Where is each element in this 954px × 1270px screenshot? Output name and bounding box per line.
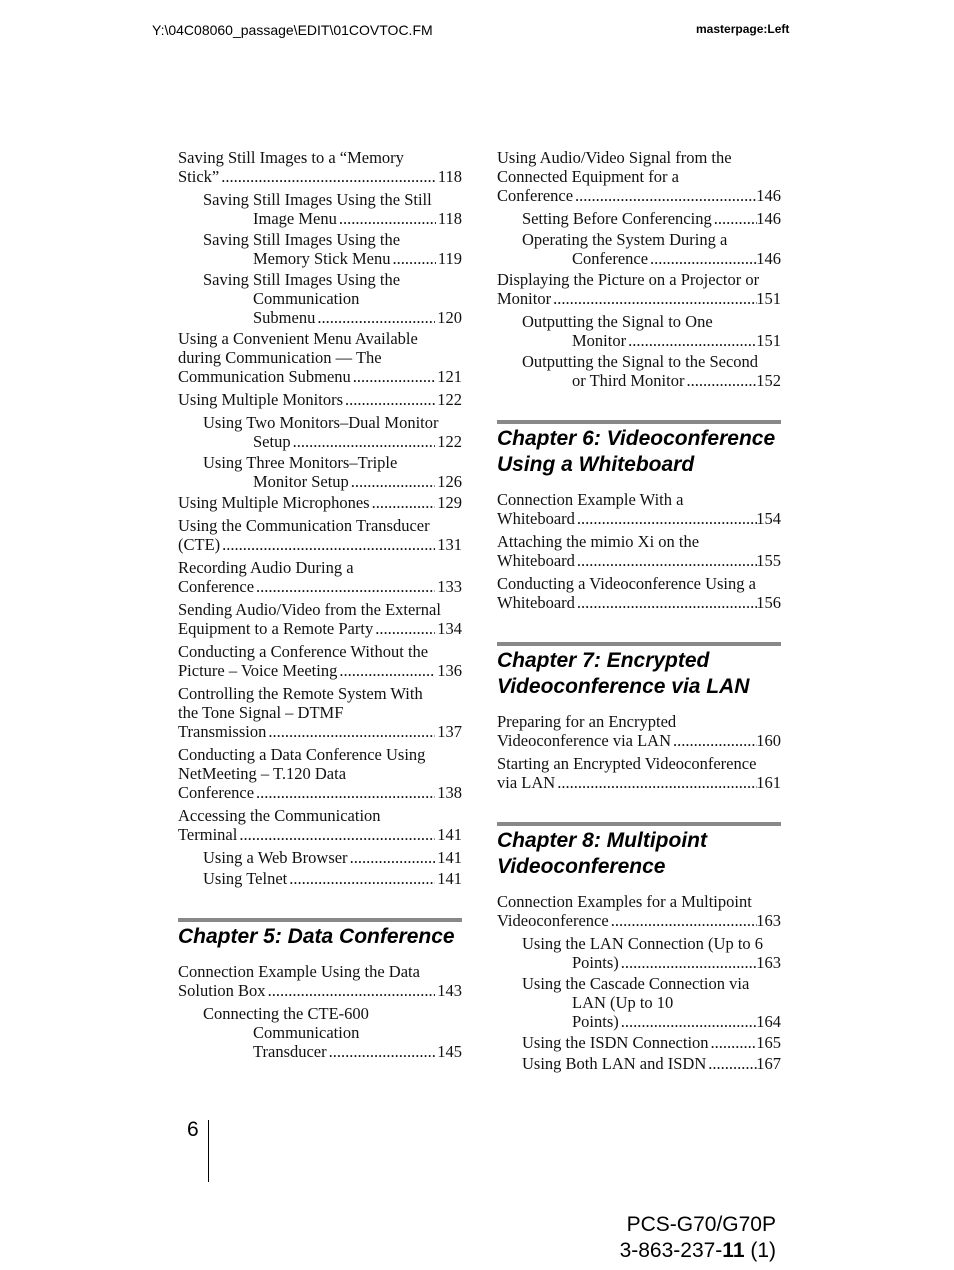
toc-entry[interactable]: Starting an Encrypted Videoconference via LAN ..... 161 bbox=[497, 754, 781, 792]
toc-entry[interactable]: Using a Convenient Menu Available during Communication — The Communication Submenu ..... 121 bbox=[178, 329, 462, 386]
leader-dots bbox=[577, 593, 757, 612]
leader-dots bbox=[239, 825, 435, 844]
toc-entry[interactable]: Saving Still Images to a “Memory Stick” ..... 118 bbox=[178, 148, 462, 186]
toc-entry[interactable]: Accessing the Communication Terminal ..... 141 bbox=[178, 806, 462, 844]
page-ref: 146 bbox=[756, 249, 781, 268]
toc-entry[interactable]: Attaching the mimio Xi on the Whiteboard ..... 155 bbox=[497, 532, 781, 570]
page-ref: 119 bbox=[437, 249, 462, 268]
chapter-5-heading[interactable]: Chapter 5: Data Conference bbox=[178, 918, 462, 950]
page-ref: 141 bbox=[437, 848, 462, 867]
page-ref: 138 bbox=[437, 783, 462, 802]
page-ref: 146 bbox=[756, 209, 781, 228]
file-path: Y:\04C08060_passage\EDIT\01COVTOC.FM bbox=[152, 22, 433, 38]
page-ref: 163 bbox=[756, 911, 781, 930]
toc-right-column bbox=[497, 148, 781, 1075]
leader-dots bbox=[708, 1054, 757, 1073]
leader-dots bbox=[714, 209, 758, 228]
page-ref: 122 bbox=[437, 390, 462, 409]
toc-entry[interactable]: Conducting a Conference Without the Picture – Voice Meeting ..... 136 bbox=[178, 642, 462, 680]
page-ref: 141 bbox=[437, 825, 462, 844]
toc-subentry[interactable]: Outputting the Signal to the Second or Third Monitor ..... 152 bbox=[522, 352, 781, 390]
toc-subentry[interactable]: Connecting the CTE-600 Communication Transducer ..... 145 bbox=[203, 1004, 462, 1061]
page-number: 6 bbox=[187, 1118, 199, 1141]
leader-dots bbox=[611, 911, 758, 930]
toc-subentry[interactable]: Using Telnet ..... 141 bbox=[203, 869, 462, 888]
leader-dots bbox=[256, 783, 435, 802]
leader-dots bbox=[557, 773, 757, 792]
page-ref: 163 bbox=[756, 953, 781, 972]
toc-subentry[interactable]: Operating the System During a Conference ..... 146 bbox=[522, 230, 781, 268]
toc-entry[interactable]: Connection Example Using the Data Solution Box ..... 143 bbox=[178, 962, 462, 1000]
toc-subentry[interactable]: Using the Cascade Connection via LAN (Up to 10 Points) ..... 164 bbox=[522, 974, 781, 1031]
page-ref: 136 bbox=[437, 661, 462, 680]
toc-entry[interactable]: Using Multiple Microphones ..... 129 bbox=[178, 493, 462, 512]
toc-subentry[interactable]: Saving Still Images Using the Communication Submenu ..... 120 bbox=[203, 270, 462, 327]
leader-dots bbox=[317, 308, 435, 327]
leader-dots bbox=[345, 390, 435, 409]
leader-dots bbox=[222, 535, 435, 554]
page-ref: 131 bbox=[437, 535, 462, 554]
toc-subentry[interactable]: Using Both LAN and ISDN ..... 167 bbox=[522, 1054, 781, 1073]
leader-dots bbox=[650, 249, 757, 268]
leader-dots bbox=[621, 953, 757, 972]
toc-entry[interactable]: Preparing for an Encrypted Videoconference via LAN ..... 160 bbox=[497, 712, 781, 750]
leader-dots bbox=[256, 577, 435, 596]
leader-dots bbox=[577, 551, 757, 570]
page-ref: 141 bbox=[437, 869, 462, 888]
toc-subentry[interactable]: Saving Still Images Using the Still Image Menu ..... 118 bbox=[203, 190, 462, 228]
model-number: PCS-G70/G70P bbox=[626, 1213, 776, 1236]
toc-entry[interactable]: Using Multiple Monitors ..... 122 bbox=[178, 390, 462, 409]
page-ref: 154 bbox=[756, 509, 781, 528]
page-ref: 118 bbox=[437, 209, 462, 228]
leader-dots bbox=[711, 1033, 758, 1052]
leader-dots bbox=[351, 472, 435, 491]
page-ref: 121 bbox=[437, 367, 462, 386]
page-number-rule bbox=[208, 1120, 209, 1182]
leader-dots bbox=[628, 331, 757, 350]
page-ref: 160 bbox=[756, 731, 781, 750]
footer-model-code bbox=[620, 1212, 776, 1264]
page-ref: 152 bbox=[756, 371, 781, 390]
toc-subentry[interactable]: Using a Web Browser ..... 141 bbox=[203, 848, 462, 867]
toc-subentry[interactable]: Using the ISDN Connection ..... 165 bbox=[522, 1033, 781, 1052]
page-ref: 155 bbox=[756, 551, 781, 570]
toc-left-column bbox=[178, 148, 462, 1063]
page-ref: 151 bbox=[756, 289, 781, 308]
toc-subentry[interactable]: Using Three Monitors–Triple Monitor Setup ..... 126 bbox=[203, 453, 462, 491]
toc-entry[interactable]: Conducting a Data Conference Using NetMeeting – T.120 Data Conference ..... 138 bbox=[178, 745, 462, 802]
page-ref: 137 bbox=[437, 722, 462, 741]
leader-dots bbox=[289, 869, 435, 888]
page-ref: 129 bbox=[437, 493, 462, 512]
toc-entry[interactable]: Conducting a Videoconference Using a Whiteboard ..... 156 bbox=[497, 574, 781, 612]
leader-dots bbox=[339, 661, 435, 680]
leader-dots bbox=[621, 1012, 757, 1031]
leader-dots bbox=[268, 981, 436, 1000]
leader-dots bbox=[329, 1042, 436, 1061]
page-ref: 143 bbox=[437, 981, 462, 1000]
page-ref: 146 bbox=[756, 186, 781, 205]
toc-entry[interactable]: Sending Audio/Video from the External Equipment to a Remote Party ..... 134 bbox=[178, 600, 462, 638]
chapter-6-heading[interactable]: Chapter 6: Videoconference Using a Whiteboard bbox=[497, 420, 781, 478]
page-ref: 126 bbox=[437, 472, 462, 491]
toc-entry[interactable]: Connection Example With a Whiteboard ..... 154 bbox=[497, 490, 781, 528]
leader-dots bbox=[293, 432, 436, 451]
leader-dots bbox=[372, 493, 436, 512]
toc-entry[interactable]: Using Audio/Video Signal from the Connected Equipment for a Conference ..... 146 bbox=[497, 148, 781, 205]
masterpage-label: masterpage:Left bbox=[696, 22, 790, 36]
leader-dots bbox=[339, 209, 436, 228]
leader-dots bbox=[577, 509, 757, 528]
leader-dots bbox=[575, 186, 757, 205]
toc-entry[interactable]: Using the Communication Transducer (CTE) ..... 131 bbox=[178, 516, 462, 554]
page-ref: 161 bbox=[756, 773, 781, 792]
leader-dots bbox=[673, 731, 757, 750]
toc-subentry[interactable]: Setting Before Conferencing ..... 146 bbox=[522, 209, 781, 228]
page-ref: 167 bbox=[756, 1054, 781, 1073]
toc-subentry[interactable]: Outputting the Signal to One Monitor ..... 151 bbox=[522, 312, 781, 350]
document-code: 3-863-237-11 (1) bbox=[619, 1239, 776, 1262]
toc-subentry[interactable]: Using Two Monitors–Dual Monitor Setup ..... 122 bbox=[203, 413, 462, 451]
page-ref: 165 bbox=[756, 1033, 781, 1052]
page-ref: 151 bbox=[756, 331, 781, 350]
leader-dots bbox=[268, 722, 435, 741]
leader-dots bbox=[375, 619, 435, 638]
page-ref: 156 bbox=[756, 593, 781, 612]
leader-dots bbox=[221, 167, 436, 186]
page-ref: 164 bbox=[756, 1012, 781, 1031]
toc-subentry[interactable]: Saving Still Images Using the Memory Stick Menu ..... 119 bbox=[203, 230, 462, 268]
page-ref: 120 bbox=[437, 308, 462, 327]
page-ref: 145 bbox=[437, 1042, 462, 1061]
leader-dots bbox=[393, 249, 436, 268]
leader-dots bbox=[350, 848, 436, 867]
page-ref: 134 bbox=[437, 619, 462, 638]
leader-dots bbox=[686, 371, 757, 390]
page-ref: 118 bbox=[437, 167, 462, 186]
page-ref: 122 bbox=[437, 432, 462, 451]
toc-entry[interactable]: Connection Examples for a Multipoint Videoconference ..... 163 bbox=[497, 892, 781, 930]
toc-entry[interactable]: Recording Audio During a Conference ..... 133 bbox=[178, 558, 462, 596]
toc-entry[interactable]: Controlling the Remote System With the Tone Signal – DTMF Transmission ..... 137 bbox=[178, 684, 462, 741]
leader-dots bbox=[553, 289, 757, 308]
chapter-7-heading[interactable]: Chapter 7: Encrypted Videoconference via LAN bbox=[497, 642, 781, 700]
toc-entry[interactable]: Displaying the Picture on a Projector or Monitor ..... 151 bbox=[497, 270, 781, 308]
leader-dots bbox=[353, 367, 435, 386]
toc-subentry[interactable]: Using the LAN Connection (Up to 6 Points) ..... 163 bbox=[522, 934, 781, 972]
page-ref: 133 bbox=[437, 577, 462, 596]
chapter-8-heading[interactable]: Chapter 8: Multipoint Videoconference bbox=[497, 822, 781, 880]
